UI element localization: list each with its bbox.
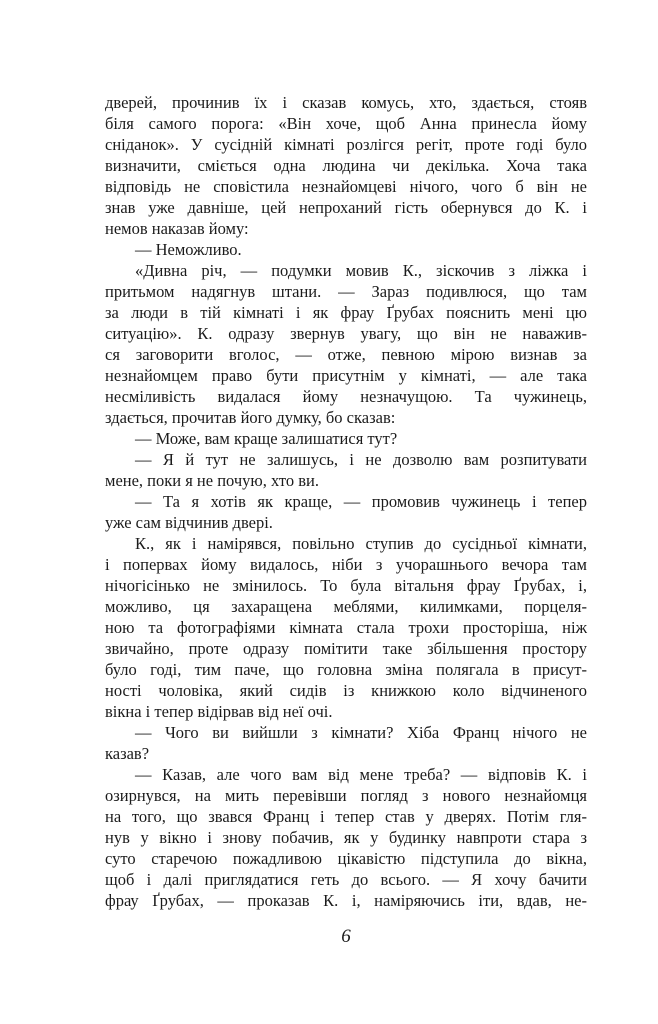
text-line: нічогісінько не змінилось. То була вітальня фрау Ґрубах, і,	[105, 576, 587, 595]
text-line: сніданок». У сусідній кімнаті розлігся регіт, проте годі було	[105, 135, 587, 154]
text-line: ною та фотографіями кімната стала трохи просторіша, ніж	[105, 618, 587, 637]
text-line: біля самого порога: «Він хоче, щоб Анна принесла йому	[105, 114, 587, 133]
text-line: — Казав, але чого вам від мене треба? — відповів К. і	[135, 765, 587, 784]
text-line: знав уже давніше, цей непроханий гість обернувся до К. і	[105, 198, 587, 217]
text-line: — Я й тут не залишусь, і не дозволю вам розпитувати	[135, 450, 587, 469]
text-line: немов наказав йому:	[105, 219, 249, 238]
text-line: можливо, ця захаращена меблями, килимками, порцеля-	[105, 597, 587, 616]
text-line: суто старечою пожадливою цікавістю підступила до вікна,	[105, 849, 587, 868]
text-line: казав?	[105, 744, 150, 763]
text-line: ситуацію». К. одразу звернув увагу, що він не наважив-	[105, 324, 587, 343]
text-line: вікна і тепер відірвав від неї очі.	[105, 702, 333, 721]
text-line: за люди в тій кімнаті і як фрау Ґрубах пояснить мені цю	[105, 303, 587, 322]
text-line: на того, що звався Франц і тепер став у дверях. Потім гля-	[105, 807, 587, 826]
text-line: озирнувся, на мить перевівши погляд з нового незнайомця	[105, 786, 587, 805]
text-line: і попервах йому видалось, ніби з учорашнього вечора там	[105, 555, 587, 574]
text-line: уже сам відчинив двері.	[105, 513, 273, 532]
text-line: К., як і намірявся, повільно ступив до сусідньої кімнати,	[135, 534, 587, 553]
text-line: притьмом надягнув штани. — Зараз подивлюся, що там	[105, 282, 587, 301]
text-line: звичайно, проте одразу помітити таке збільшення простору	[105, 639, 587, 658]
text-line: мене, поки я не почую, хто ви.	[105, 471, 319, 490]
page-number: 6	[341, 926, 351, 947]
text-line: незнайомцем право бути присутнім у кімнаті, — але така	[105, 366, 587, 385]
text-line: відповідь не сповістила незнайомцеві нічого, чого б він не	[105, 177, 587, 196]
text-line: дверей, прочинив їх і сказав комусь, хто, здається, стояв	[105, 93, 587, 112]
text-line: ся заговорити вголос, — отже, певною мірою визнав за	[105, 345, 587, 364]
text-line: щоб і далі приглядатися геть до всього. — Я хочу бачити	[105, 870, 587, 889]
text-line: фрау Ґрубах, — проказав К. і, наміряючись іти, вдав, не-	[105, 891, 587, 910]
text-line: — Неможливо.	[135, 240, 242, 259]
text-line: «Дивна річ, — подумки мовив К., зіскочив з ліжка і	[135, 261, 587, 280]
text-line: нув у вікно і знову побачив, як у будинку навпроти стара з	[105, 828, 587, 847]
text-line: — Може, вам краще залишатися тут?	[135, 429, 398, 448]
text-line: здається, прочитав його думку, бо сказав:	[105, 408, 396, 427]
text-line: ності чоловіка, який сидів із книжкою коло відчиненого	[105, 681, 587, 700]
text-line: — Чого ви вийшли з кімнати? Хіба Франц нічого не	[135, 723, 587, 742]
text-line: визначити, сміється одна людина чи декілька. Хоча така	[105, 156, 587, 175]
text-line: — Та я хотів як краще, — промовив чужинець і тепер	[135, 492, 587, 511]
text-line: було годі, тим паче, що головна зміна полягала в присут-	[105, 660, 587, 679]
text-line: несміливість видалася йому незначущою. Та чужинець,	[105, 387, 587, 406]
body-text	[105, 92, 587, 949]
